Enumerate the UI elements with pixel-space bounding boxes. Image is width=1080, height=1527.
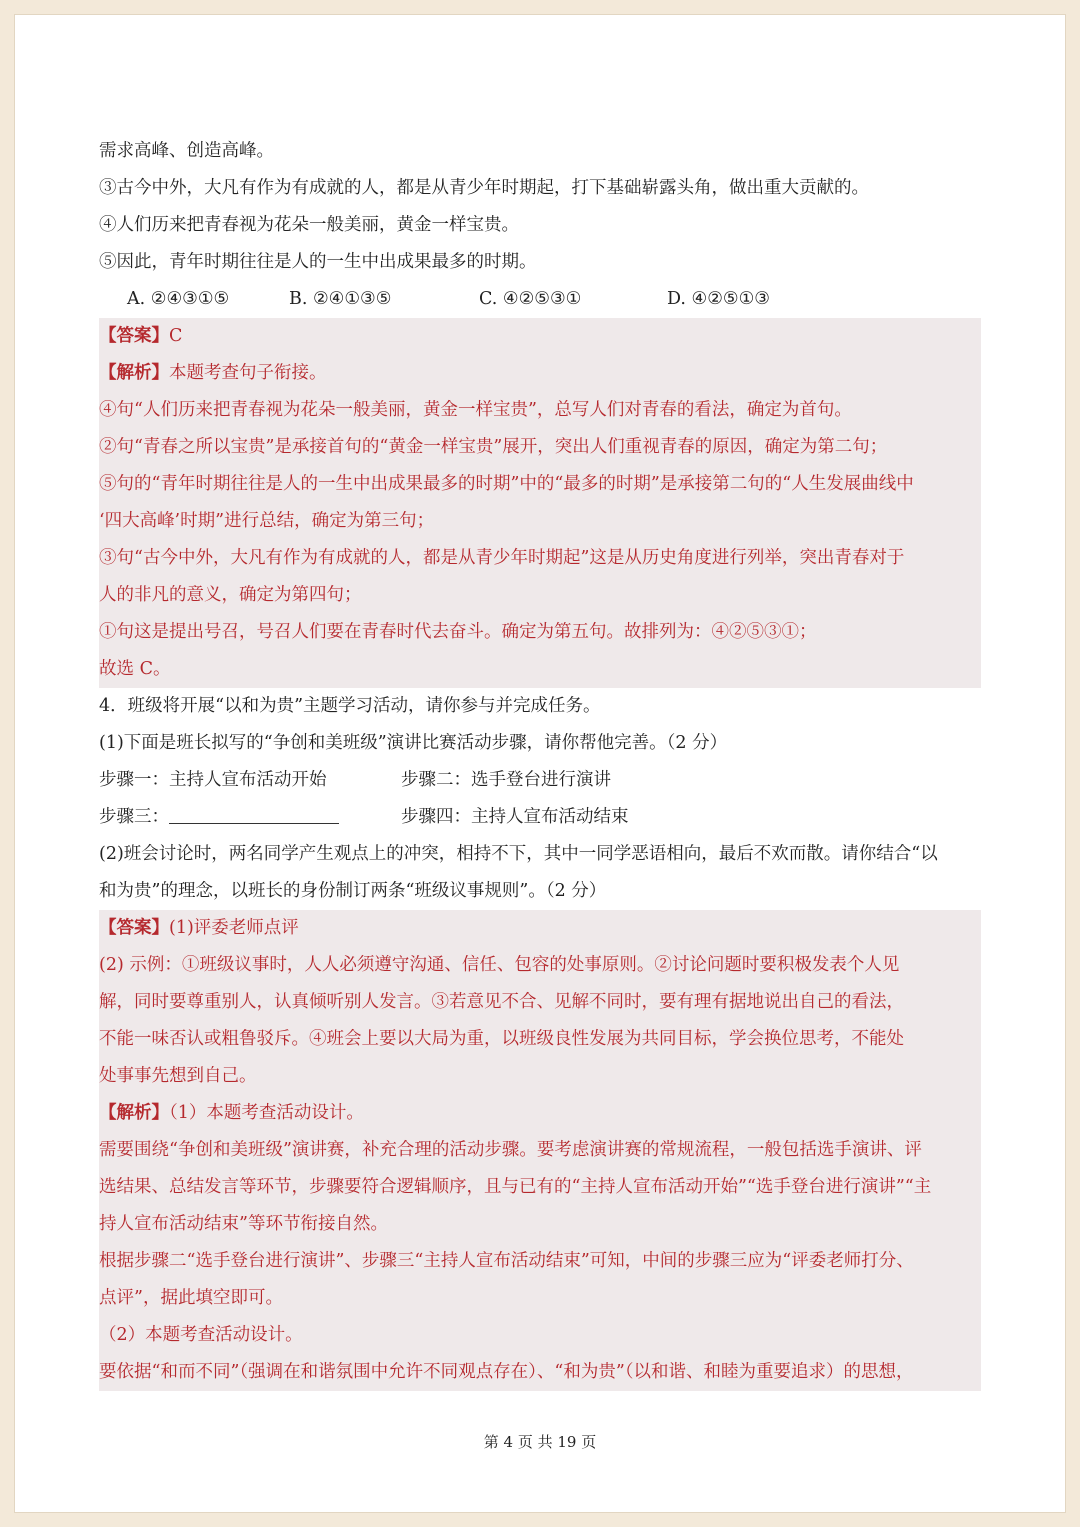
q3-analysis-text: ①句这是提出号召，号召人们要在青春时代去奋斗。确定为第五句。故排列为：④②⑤③①； bbox=[99, 622, 817, 642]
q4-answer-line bbox=[99, 910, 981, 947]
option-b: B. ②④①③⑤ bbox=[289, 289, 392, 309]
answer-part1: (1)评委老师点评 bbox=[169, 918, 299, 938]
answer-tag: 【答案】 bbox=[99, 918, 169, 938]
q3-analysis-text: ⑤句的“青年时期往往是人的一生中出成果最多的时期”中的“最多的时期”是承接第二句的“人生发展曲线中 bbox=[99, 474, 914, 494]
q4-analysis-text: 持人宣布活动结束”等环节衔接自然。 bbox=[99, 1214, 388, 1234]
q3-analysis-text: ④句“人们历来把青春视为花朵一般美丽，黄金一样宝贵”，总写人们对青春的看法，确定为首句。 bbox=[99, 400, 852, 420]
option-a: A. ②④③①⑤ bbox=[127, 289, 230, 309]
step-three bbox=[99, 799, 401, 836]
q3-analysis-text: ‘四大高峰’时期”进行总结，确定为第三句； bbox=[99, 511, 435, 531]
step-three-label: 步骤三： bbox=[99, 807, 169, 827]
step-one: 步骤一：主持人宣布活动开始 bbox=[99, 770, 327, 790]
page-content bbox=[99, 133, 981, 1391]
q3-text-line: 需求高峰、创造高峰。 bbox=[99, 141, 274, 161]
q3-analysis-line bbox=[99, 355, 981, 392]
q3-sentence-3: ③古今中外，大凡有作为有成就的人，都是从青少年时期起，打下基础崭露头角，做出重大贡献的。 bbox=[99, 178, 869, 198]
q4-answer-text: 解，同时要尊重别人，认真倾听别人发言。③若意见不合、见解不同时，要有理有据地说出自己的看法， bbox=[99, 992, 904, 1012]
answer-value: C bbox=[169, 326, 183, 346]
analysis-tag: 【解析】 bbox=[99, 1103, 169, 1123]
analysis-intro: （1）本题考查活动设计。 bbox=[169, 1103, 364, 1123]
q3-analysis-text: ③句“古今中外，大凡有作为有成就的人，都是从青少年时期起”这是从历史角度进行列举，突出青春对于 bbox=[99, 548, 905, 568]
q3-answer-block bbox=[99, 318, 981, 688]
q4-answer-block bbox=[99, 910, 981, 1391]
analysis-tag: 【解析】 bbox=[99, 363, 169, 383]
q4-answer-text: 不能一味否认或粗鲁驳斥。④班会上要以大局为重，以班级良性发展为共同目标，学会换位思考，不能处 bbox=[99, 1029, 904, 1049]
q4-analysis-line bbox=[99, 1095, 981, 1132]
q4-analysis-text: 根据步骤二“选手登台进行演讲”、步骤三“主持人宣布活动结束”可知，中间的步骤三应为“评委老师打分、 bbox=[99, 1251, 914, 1271]
answer-blank bbox=[169, 822, 339, 824]
q4-part2-line: 和为贵”的理念，以班长的身份制订两条“班级议事规则”。（2 分） bbox=[99, 881, 607, 901]
q3-analysis-text: 人的非凡的意义，确定为第四句； bbox=[99, 585, 362, 605]
analysis-intro: 本题考查句子衔接。 bbox=[169, 363, 327, 383]
option-c: C. ④②⑤③① bbox=[479, 289, 582, 309]
q4-answer-text: (2) 示例：①班级议事时，人人必须遵守沟通、信任、包容的处事原则。②讨论问题时要积极发表个人见 bbox=[99, 955, 900, 975]
q4-stem: 4．班级将开展“以和为贵”主题学习活动，请你参与并完成任务。 bbox=[99, 696, 601, 716]
document-page bbox=[14, 14, 1066, 1513]
q4-analysis-text: 点评”，据此填空即可。 bbox=[99, 1288, 283, 1308]
q4-answer-text: 处事事先想到自己。 bbox=[99, 1066, 257, 1086]
q4-steps-row2 bbox=[99, 799, 981, 836]
q4-analysis-text: 选结果、总结发言等环节，步骤要符合逻辑顺序，且与已有的“主持人宣布活动开始”“选手登台进行演讲”“主 bbox=[99, 1177, 932, 1197]
q4-steps-row1 bbox=[99, 762, 981, 799]
answer-tag: 【答案】 bbox=[99, 326, 169, 346]
q3-sentence-5: ⑤因此，青年时期往往是人的一生中出成果最多的时期。 bbox=[99, 252, 537, 272]
q4-analysis-text: （2）本题考查活动设计。 bbox=[99, 1325, 303, 1345]
option-d: D. ④②⑤①③ bbox=[667, 289, 770, 309]
q3-options bbox=[99, 281, 981, 318]
q4-analysis-text: 需要围绕“争创和美班级”演讲赛，补充合理的活动步骤。要考虑演讲赛的常规流程，一般包括选手演讲、评 bbox=[99, 1140, 922, 1160]
step-two: 步骤二：选手登台进行演讲 bbox=[401, 770, 611, 790]
q3-analysis-text: 故选 C。 bbox=[99, 659, 171, 679]
q4-analysis-text: 要依据“和而不同”（强调在和谐氛围中允许不同观点存在）、“和为贵”（以和谐、和睦为重要追求）的思想， bbox=[99, 1362, 914, 1382]
q4-part1: (1)下面是班长拟写的“争创和美班级”演讲比赛活动步骤，请你帮他完善。（2 分） bbox=[99, 733, 728, 753]
q4-part2-line: (2)班会讨论时，两名同学产生观点上的冲突，相持不下，其中一同学恶语相向，最后不欢而散。请你结合“以 bbox=[99, 844, 938, 864]
q3-answer-line bbox=[99, 318, 981, 355]
page-footer: 第 4 页 共 19 页 bbox=[483, 1433, 597, 1451]
step-four: 步骤四：主持人宣布活动结束 bbox=[401, 807, 629, 827]
q3-analysis-text: ②句“青春之所以宝贵”是承接首句的“黄金一样宝贵”展开，突出人们重视青春的原因，确定为第二句； bbox=[99, 437, 888, 457]
q3-sentence-4: ④人们历来把青春视为花朵一般美丽，黄金一样宝贵。 bbox=[99, 215, 519, 235]
